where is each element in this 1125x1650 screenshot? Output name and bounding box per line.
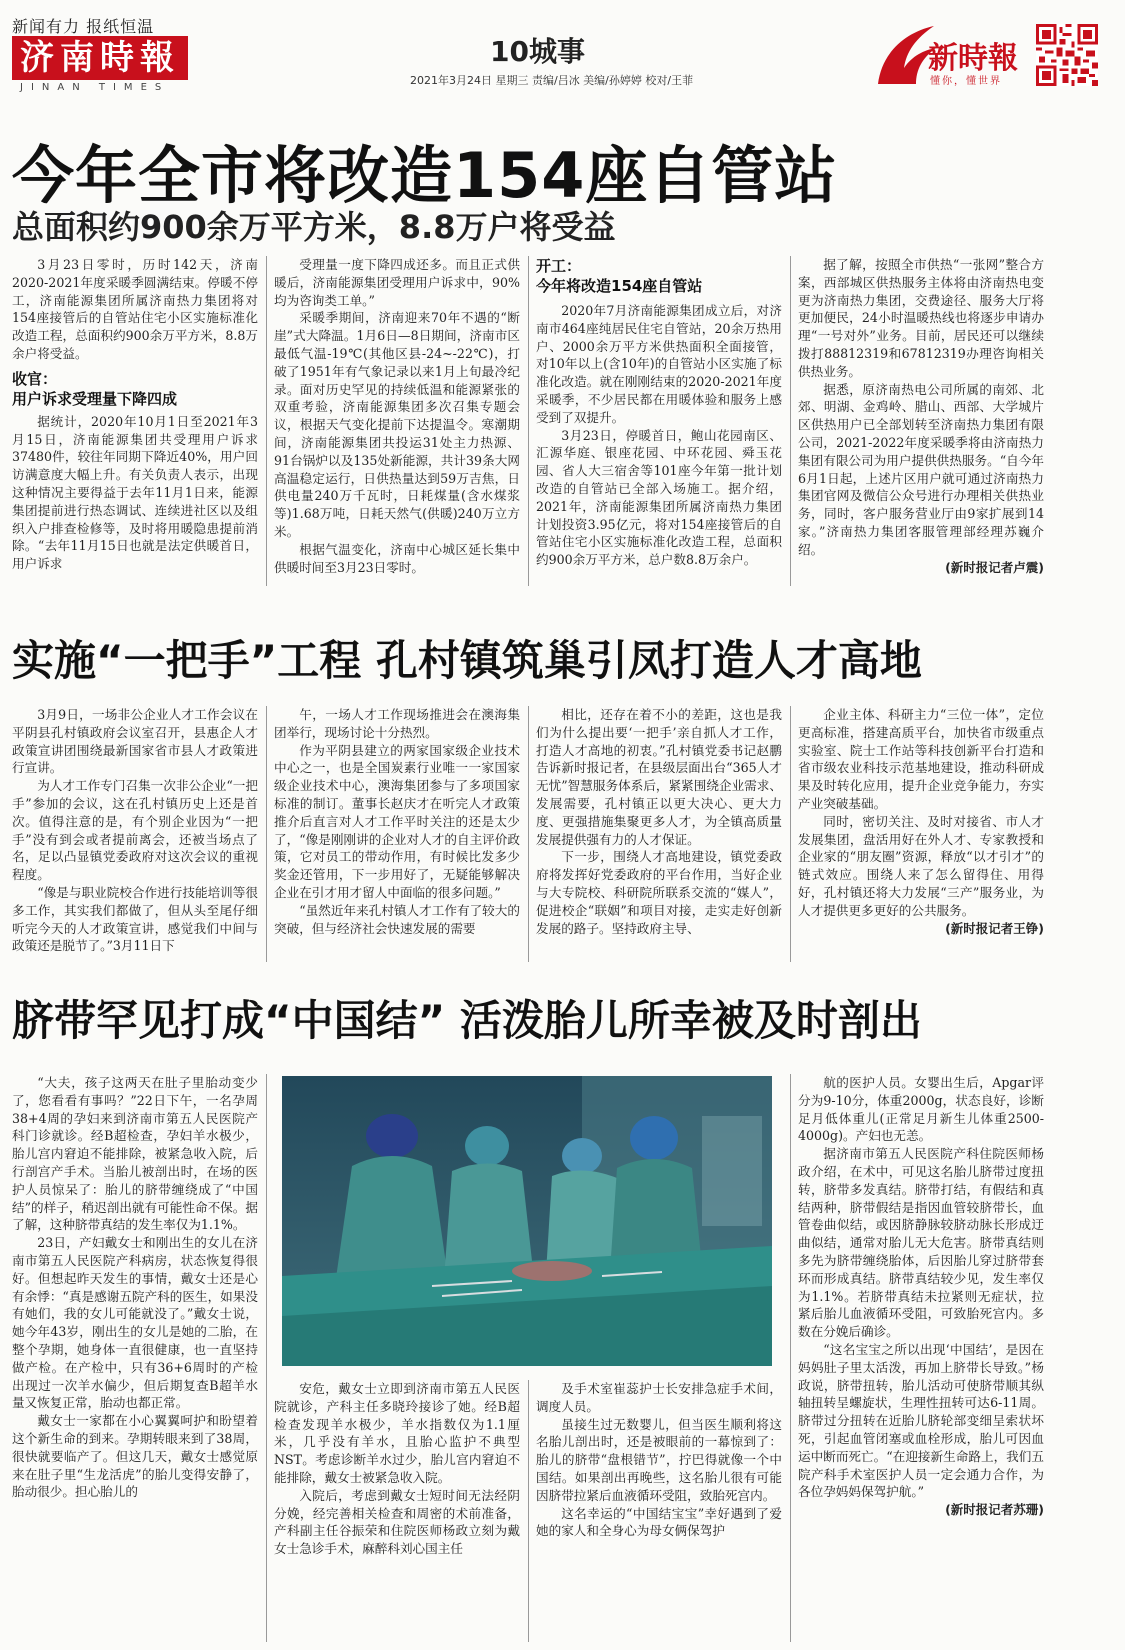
- paragraph: 2020年7月济南能源集团成立后，对济南市464座纯居民住宅自管站，20余万热用户、2000余万平方米供热面积全面接管，对10年以上(含10年)的自管站小区实施了标准化改造。就在刚刚结束的2020-2021年度采暖季，不少居民都在用暖体验和服务上感受到了双提升。: [536, 303, 782, 425]
- paragraph: 安危，戴女士立即到济南市第五人民医院就诊，产科主任多晓玲接诊了她。经B超检查发现羊水极少，羊水指数仅为1.1厘米，几乎没有羊水，且胎心监护不典型NST。考虑诊断羊水过少，胎儿宫内窘迫不能排除，戴女士被紧急收入院。: [274, 1381, 520, 1485]
- paragraph: 采暖季期间，济南迎来70年不遇的“断崖”式大降温。1月6日—8日期间，济南市区最低气温-19℃(其他区县-24~-22℃)，打破了1951年有气象记录以来1月上旬最冷纪录。面对历史罕见的持续低温和能源紧张的双重考验，济南能源集团多次召集专题会议，根据天气变化提前下达提温令。寒潮期间，济南能源集团共投运31处主力热源、91台锅炉以及135处新能源，共计39条大网高温稳定运行，日供热量达到59万吉焦，日供电量240万千瓦时，日耗煤量(含水煤浆等)1.68万吨，日耗天然气(供暖)240万立方米。: [274, 310, 520, 539]
- byline: (新时报记者王铮): [945, 920, 1044, 936]
- paragraph: “像是与职业院校合作进行技能培训等很多工作，其实我们都做了，但从头至尾仔细听完今天的人才政策宣讲，感觉我们中间与政策还是脱节了。”3月11日下: [12, 884, 258, 954]
- qr-code-icon: [1036, 24, 1098, 86]
- paragraph: “大夫，孩子这两天在肚子里胎动变少了，您看看有事吗？”22日下午，一名孕周38+4周的孕妇来到济南市第五人民医院产科门诊就诊。经B超检查，孕妇羊水极少，胎儿宫内窘迫不能排除，被紧急收入院，后行剖宫产手术。当胎儿被剖出时，在场的医护人员惊呆了：胎儿的脐带缠绕成了“中国结”的样子，稍迟剖出就有可能性命不保。据了解，这种脐带真结的发生率仅为1.1%。: [12, 1075, 258, 1233]
- section-subtitle: 今年将改造154座自管站: [536, 277, 703, 295]
- section-label: 收官：: [12, 369, 58, 388]
- byline: (新时报记者苏珊): [945, 1502, 1044, 1518]
- paragraph: 为人才工作专门召集一次非公企业“一把手”参加的会议，这在孔村镇历史上还是首次。值得注意的是，有个别企业因为“一把手”没有到会或者提前离会，还被当场点了名，足以凸显镇党委政府对这次会议的重视程度。: [12, 778, 258, 883]
- paragraph: 据统计，2020年10月1日至2021年3月15日，济南能源集团共受理用户诉求37480件，较往年同期下降近40%，用户回访满意度大幅上升。有关负责人表示，出现这种情况主要得益于去年11月1日来，能源集团提前进行热态调试、连续进社区以及组织入户排查检修等，及时将用暖隐患提前消除。“去年11月15日也就是法定供暖首日，用户诉求: [12, 413, 258, 572]
- article3-headline: 脐带罕见打成“中国结” 活泼胎儿所幸被及时剖出: [12, 996, 922, 1045]
- paragraph: 下一步，围绕人才高地建设，镇党委政府将发挥好党委政府的平台作用，当好企业与大专院校、科研院所联系交流的“媒人”，促进校企“联姻”和项目对接，走实走好创新发展的路子。坚持政府主导、: [536, 849, 782, 936]
- section-label: 开工：: [536, 257, 582, 275]
- paragraph: 这名幸运的“中国结宝宝”幸好遇到了爱她的家人和全身心为母女俩保驾护: [536, 1505, 782, 1539]
- article3-column-2: [274, 1380, 520, 1642]
- article1-headline: 今年全市将改造154座自管站: [12, 139, 838, 212]
- column-divider: [790, 256, 791, 586]
- column-divider: [790, 706, 791, 962]
- article1-column-2: [274, 256, 520, 586]
- brand-slogan: 懂你，懂世界: [930, 76, 1002, 87]
- paragraph: 23日，产妇戴女士和刚出生的女儿在济南市第五人民医院产科病房，状态恢复得很好。但想起昨天发生的事情，戴女士还是心有余悸：“真是感谢五院产科的医生，如果没有她们，我的女儿可能就没了。”戴女士说，她今年43岁，刚出生的女儿是她的二胎，在整个孕期，她身体一直很健康，也一直坚持做产检。在产检中，只有36+6周时的产检出现过一次羊水偏少，但后期复查B超羊水量又恢复正常，胎动也都正常。: [12, 1235, 258, 1411]
- paragraph: 3月9日，一场非公企业人才工作会议在平阴县孔村镇政府会议室召开，县惠企人才政策宣讲团围绕最新国家省市县人才政策进行宣讲。: [12, 707, 258, 776]
- column-divider: [528, 1380, 529, 1642]
- column-divider: [266, 1074, 267, 1642]
- paragraph: 同时，密切关注、及时对接省、市人才发展集团，盘活用好在外人才、专家教授和企业家的“朋友圈”资源，释放“以才引才”的链式效应。围绕人来了怎么留得住、用得好，孔村镇还将大力发展“三产”服务业，为人才提供更多更好的公共服务。: [798, 813, 1044, 918]
- column-divider: [266, 256, 267, 586]
- column-divider: [528, 706, 529, 962]
- masthead-slogan: 新闻有力 报纸恒温: [12, 17, 155, 36]
- paragraph: “虽然近年来孔村镇人才工作有了较大的突破，但与经济社会快速发展的需要: [274, 902, 520, 936]
- column-divider: [528, 256, 529, 586]
- section-subtitle: 用户诉求受理量下降四成: [12, 389, 178, 408]
- article2-column-2: [274, 706, 520, 962]
- paragraph: 相比，还存在着不小的差距，这也是我们为什么提出要‘一把手’亲自抓人才工作，打造人才高地的初衷。”孔村镇党委书记赵鹏告诉新时报记者，在县级层面出台“365人才无忧”智慧服务体系后，紧紧围绕企业需求、发展需要，孔村镇正以更大决心、更大力度、更强措施集聚更多人才，为全镇高质量发展提供强有力的人才保证。: [536, 707, 782, 847]
- paragraph: 据悉，原济南热电公司所属的南郊、北郊、明湖、金鸡岭、腊山、西部、大学城片区供热用户已全部划转至济南热力集团有限公司，2021-2022年度采暖季将由济南热力集团有限公司为用户提供供热服务。“自今年6月1日起，上述片区用户就可通过济南热力集团官网及微信公众号进行办理相关供热业务，同时，客户服务营业厅由9家扩展到14家。”济南热力集团客服管理部经理苏巍介绍。: [798, 381, 1044, 557]
- surgery-photo: [282, 1076, 772, 1366]
- column-divider: [790, 1074, 791, 1642]
- byline: (新时报记者卢震): [945, 559, 1044, 575]
- paragraph: 3月23日零时，历时142天，济南2020-2021年度采暖季圆满结束。停暖不停工，济南能源集团所属济南热力集团将对154座接管后的自管站住宅小区实施标准化改造工程，总面积约900余万平方米，8.8万余户将受益。: [12, 257, 258, 361]
- article2-headline: 实施“一把手”工程 孔村镇筑巢引凤打造人才高地: [12, 636, 922, 685]
- paragraph: 企业主体、科研主力“三位一体”，定位更高标准，搭建高质平台，加快省市级重点实验室、院士工作站等科技创新平台打造和省市级农业科技示范基地建设，推动科研成果及时转化应用，提升企业竞争能力，夯实产业突破基础。: [798, 707, 1044, 811]
- newspaper-logo-roman: JINAN TIMES: [20, 82, 170, 93]
- paragraph: “这名宝宝之所以出现‘中国结’，是因在妈妈肚子里太活泼，再加上脐带长导致。”杨政说，脐带扭转，胎儿活动可使脐带顺其纵轴扭转呈螺旋状，生理性扭转可达6-11周。脐带过分扭转在近胎儿脐轮部变细呈索状坏死，引起血管闭塞或血栓形成，胎儿可因血运中断而死亡。“在迎接新生命路上，我们五院产科手术室医护人员一定会通力合作，为各位孕妈妈保驾护航。”: [798, 1341, 1044, 1500]
- paragraph: 午，一场人才工作现场推进会在澳海集团举行，现场讨论十分热烈。: [274, 707, 520, 740]
- paragraph: 及手术室崔蕊护士长安排急症手术间，调度人员。: [536, 1381, 782, 1414]
- page-section-title: 10城事: [490, 35, 585, 68]
- paragraph: 戴女士一家都在小心翼翼呵护和盼望着这个新生命的到来。孕期转眼来到了38周，很快就要临产了。但这几天，戴女士感觉原来在肚子里“生龙活虎”的胎儿变得安静了，胎动很少。担心胎儿的: [12, 1413, 258, 1500]
- paragraph: 入院后，考虑到戴女士短时间无法经阴分娩，经完善相关检查和周密的术前准备，产科副主任谷振荣和住院医师杨政立刻为戴女士急诊手术，麻醉科刘心国主任: [274, 1487, 520, 1557]
- article2-column-4: [798, 706, 1044, 962]
- paragraph: 作为平阴县建立的两家国家级企业技术中心之一，也是全国炭素行业唯一一家国家级企业技术中心，澳海集团参与了多项国家标准的制订。董事长赵庆才在听完人才政策推介后直言对人才工作平时关注的还是太少了，“像是刚刚讲的企业对人才的自主评价政策，它对员工的带动作用，有时候比发多少奖金还管用，下一步用好了，无疑能够解决企业在引才用才留人中面临的很多问题。”: [274, 742, 520, 900]
- article1-subheadline: 总面积约900余万平方米，8.8万户将受益: [12, 208, 616, 246]
- paragraph: 受理量一度下降四成还多。而且正式供暖后，济南能源集团受理用户诉求中，90%均为咨询类工单。”: [274, 257, 520, 308]
- page-meta: 2021年3月24日 星期三 责编/吕冰 美编/孙婷婷 校对/王菲: [410, 74, 694, 87]
- article3-column-3: [536, 1380, 782, 1642]
- article1-column-3: [536, 256, 782, 586]
- paragraph: 3月23日，停暖首日，鲍山花园南区、汇源华庭、银座花园、中环花园、舜玉花园、省人大三宿舍等101座今年第一批计划改造的自管站已全部入场施工。据介绍，2021年，济南能源集团所属济南热力集团计划投资3.95亿元，将对154座接管后的自管站住宅小区实施标准化改造工程，总面积约900余万平方米，总户数8.8万余户。: [536, 427, 782, 568]
- article1-column-1: [12, 256, 258, 586]
- paragraph: 虽接生过无数婴儿，但当医生顺利将这名胎儿剖出时，还是被眼前的一幕惊到了：胎儿的脐带“盘根错节”，拧巴得就像一个中国结。如果剖出再晚些，这名胎儿很有可能因脐带拉紧后血液循环受阻，致胎死宫内。: [536, 1416, 782, 1503]
- paragraph: 据济南市第五人民医院产科住院医师杨政介绍，在术中，可见这名胎儿脐带过度扭转，脐带多发真结。脐带打结，有假结和真结两种，脐带假结是指因血管较脐带长，血管卷曲似结，或因脐静脉较脐动脉长形成迂曲似结，通常对胎儿无大危害。脐带真结则多先为脐带缠绕胎体，后因胎儿穿过脐带套环而形成真结。脐带真结较少见，发生率仅为1.1%。若脐带真结未拉紧则无症状，拉紧后胎儿血液循环受阻，可致胎死宫内。多数在分娩后确诊。: [798, 1146, 1044, 1340]
- brand-name: 新時報: [928, 41, 1018, 76]
- article3-column-1: [12, 1074, 258, 1642]
- paragraph: 根据气温变化，济南中心城区延长集中供暖时间至3月23日零时。: [274, 541, 520, 575]
- article2-column-1: [12, 706, 258, 962]
- article2-column-3: [536, 706, 782, 962]
- article3-column-4: [798, 1074, 1044, 1642]
- article1-column-4: [798, 256, 1044, 586]
- newspaper-logo: 济南時報: [12, 36, 188, 80]
- paragraph: 航的医护人员。女婴出生后，Apgar评分为9-10分，体重2000g，状态良好，诊断足月低体重儿(正常足月新生儿体重2500-4000g)。产妇也无恙。: [798, 1075, 1044, 1144]
- column-divider: [266, 706, 267, 962]
- paragraph: 据了解，按照全市供热“一张网”整合方案，西部城区供热服务主体将由济南热电变更为济南热力集团，交费途径、服务大厅将更加便民，24小时温暖热线也将逐步申请办理“一号对外”业务。目前，居民还可以继续拨打88812319和67812319办理咨询相关供热业务。: [798, 257, 1044, 379]
